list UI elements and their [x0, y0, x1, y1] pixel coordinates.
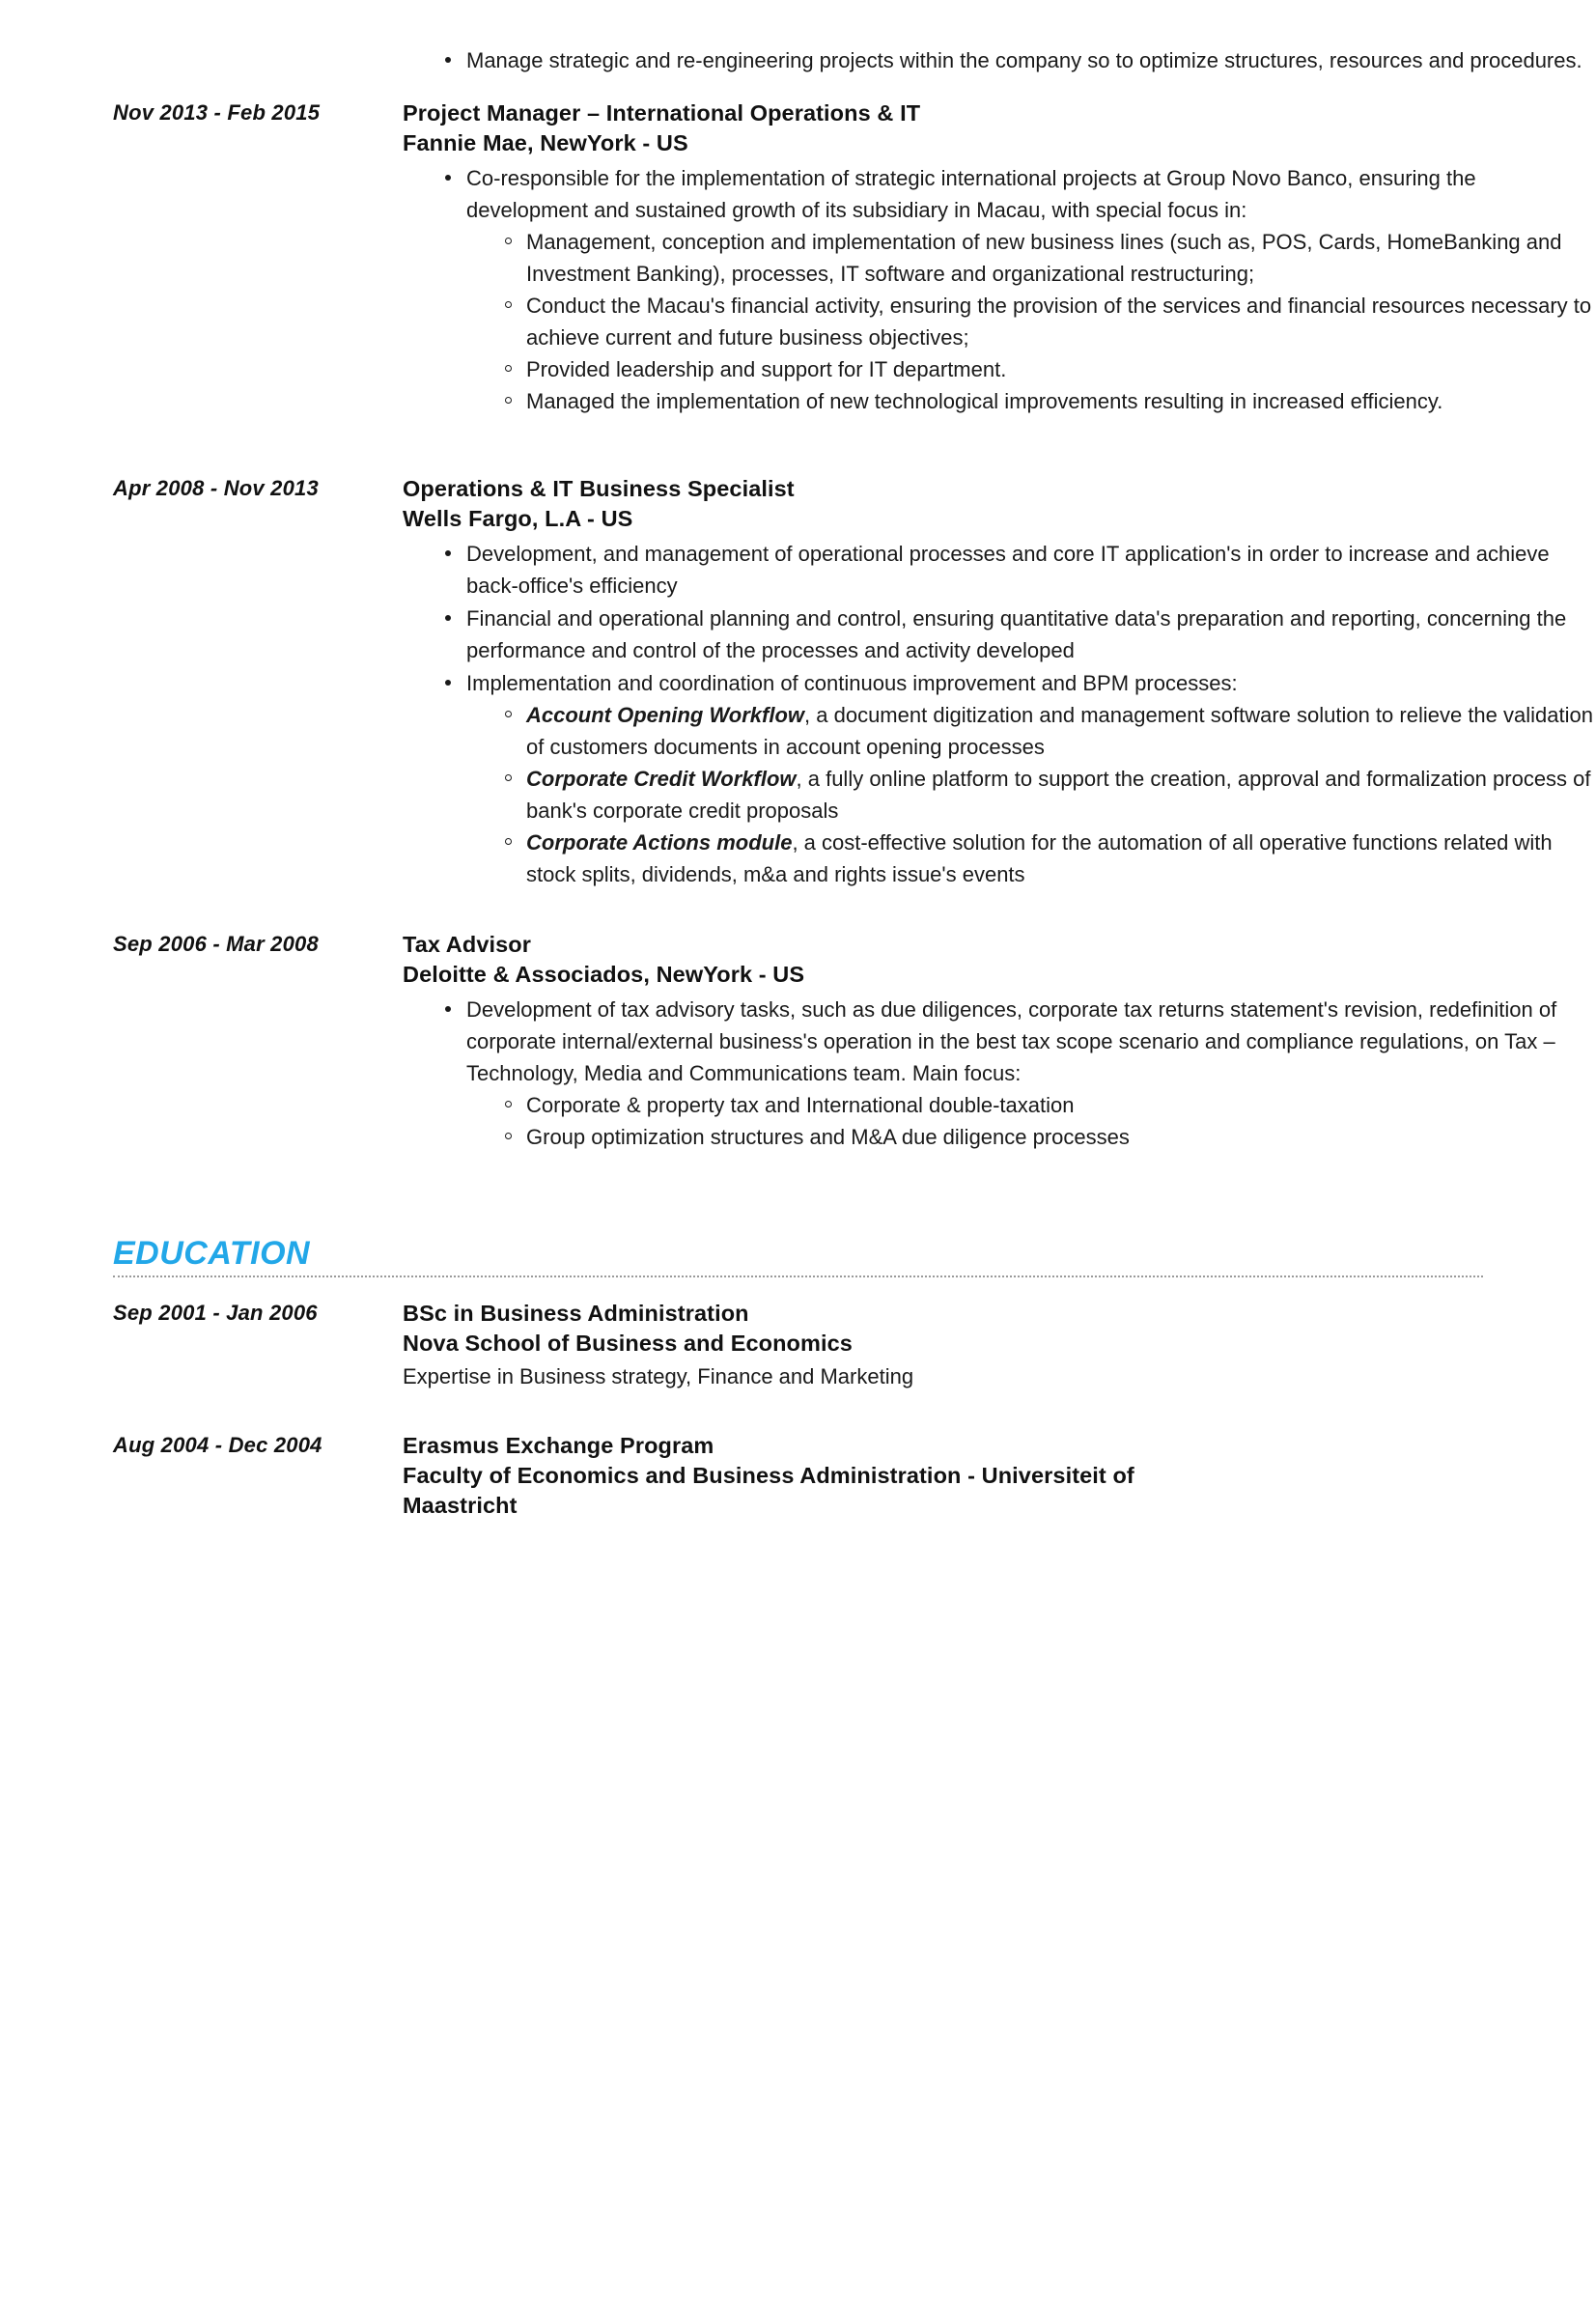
- list-item-text: Co-responsible for the implementation of strategic international projects at Group Novo Banco, ensuring the development and sustained growth of its subsidiary in Macau, with special focus in:: [466, 166, 1476, 223]
- list-item: Development, and management of operational processes and core IT application's in order to increase and achieve back-office's efficiency: [437, 538, 1596, 602]
- sub-bullet-list: [466, 1089, 1596, 1153]
- entry-dates: Nov 2013 - Feb 2015: [113, 100, 321, 125]
- job-title: Operations & IT Business Specialist: [403, 476, 795, 502]
- job-organization: Fannie Mae, NewYork - US: [403, 130, 688, 156]
- list-item: [437, 162, 1596, 417]
- entry-dates: Sep 2001 - Jan 2006: [113, 1301, 318, 1326]
- list-item: Manage strategic and re-engineering projects within the company so to optimize structures, resources and procedures.: [437, 44, 1596, 76]
- bullet-list: [403, 538, 1596, 890]
- resume-page: [0, 41, 1596, 2299]
- entry-body: [403, 1299, 1596, 1392]
- continued-body: [403, 41, 1596, 77]
- degree-note: Expertise in Business strategy, Finance and Marketing: [403, 1364, 914, 1389]
- sub-list-item: Corporate & property tax and International double-taxation: [497, 1089, 1596, 1121]
- entry-body: [403, 474, 1596, 891]
- education-entry: [113, 1431, 1596, 1521]
- bullet-list: [403, 162, 1596, 417]
- job-organization: Deloitte & Associados, NewYork - US: [403, 962, 805, 988]
- education-section-header: [113, 1237, 1483, 1277]
- sub-list-item: Management, conception and implementation of new business lines (such as, POS, Cards, HomeBanking and Investment Banking), processes, IT software and organizational restructuring;: [497, 226, 1596, 290]
- sub-list-item: [497, 699, 1596, 763]
- list-item-text: Development of tax advisory tasks, such as due diligences, corporate tax returns statement's revision, redefinition of corporate internal/external business's operation in the best tax scope scenario and compliance regulations, on Tax – Technology, Media and Communications team. Main focus:: [466, 997, 1557, 1086]
- list-item: [437, 994, 1596, 1153]
- degree-title: Erasmus Exchange Program: [403, 1433, 714, 1459]
- sub-list-item: Provided leadership and support for IT department.: [497, 353, 1596, 385]
- sub-list-item: [497, 827, 1596, 890]
- degree-title: BSc in Business Administration: [403, 1301, 749, 1327]
- entry-dates: Apr 2008 - Nov 2013: [113, 476, 319, 501]
- job-organization: Wells Fargo, L.A - US: [403, 506, 633, 532]
- school-name: Nova School of Business and Economics: [403, 1331, 853, 1357]
- entry-dates: Aug 2004 - Dec 2004: [113, 1433, 322, 1458]
- sub-item-text: , a document digitization and management software solution to relieve the validation of customers documents in account opening processes: [526, 703, 1593, 760]
- sub-item-lead: Corporate Credit Workflow: [526, 767, 797, 792]
- list-item: Financial and operational planning and control, ensuring quantitative data's preparation and reporting, concerning the performance and control of the processes and activity developed: [437, 603, 1596, 666]
- section-title: EDUCATION: [113, 1235, 311, 1273]
- bullet-list: [403, 994, 1596, 1153]
- sub-bullet-list: [466, 699, 1596, 890]
- bullet-list: [403, 44, 1596, 76]
- sub-bullet-list: [466, 226, 1596, 417]
- sub-item-text: , a fully online platform to support the creation, approval and formalization process of bank's corporate credit proposals: [526, 767, 1591, 824]
- sub-item-text: , a cost-effective solution for the automation of all operative functions related with stock splits, dividends, m&a and rights issue's events: [526, 830, 1553, 887]
- experience-entry: [113, 98, 1596, 418]
- sub-item-lead: Account Opening Workflow: [526, 703, 805, 728]
- experience-entry: [113, 930, 1596, 1154]
- experience-entry: [113, 474, 1596, 891]
- continued-dates: [113, 41, 403, 42]
- continued-entry: [113, 41, 1596, 77]
- sub-item-lead: Corporate Actions module: [526, 830, 793, 855]
- sub-list-item: [497, 763, 1596, 827]
- entry-body: [403, 1431, 1596, 1521]
- job-title: Tax Advisor: [403, 932, 532, 958]
- job-title: Project Manager – International Operations & IT: [403, 100, 921, 126]
- list-item: [437, 667, 1596, 890]
- entry-dates: Sep 2006 - Mar 2008: [113, 932, 319, 957]
- sub-list-item: Conduct the Macau's financial activity, ensuring the provision of the services and financial resources necessary to achieve current and future business objectives;: [497, 290, 1596, 353]
- sub-list-item: Group optimization structures and M&A due diligence processes: [497, 1121, 1596, 1153]
- sub-list-item: Managed the implementation of new technological improvements resulting in increased efficiency.: [497, 385, 1596, 417]
- entry-body: [403, 930, 1596, 1154]
- school-name: Faculty of Economics and Business Administration - Universiteit of Maastricht: [403, 1463, 1134, 1519]
- education-entry: [113, 1299, 1596, 1392]
- entry-body: [403, 98, 1596, 418]
- list-item-text: Implementation and coordination of continuous improvement and BPM processes:: [466, 671, 1238, 696]
